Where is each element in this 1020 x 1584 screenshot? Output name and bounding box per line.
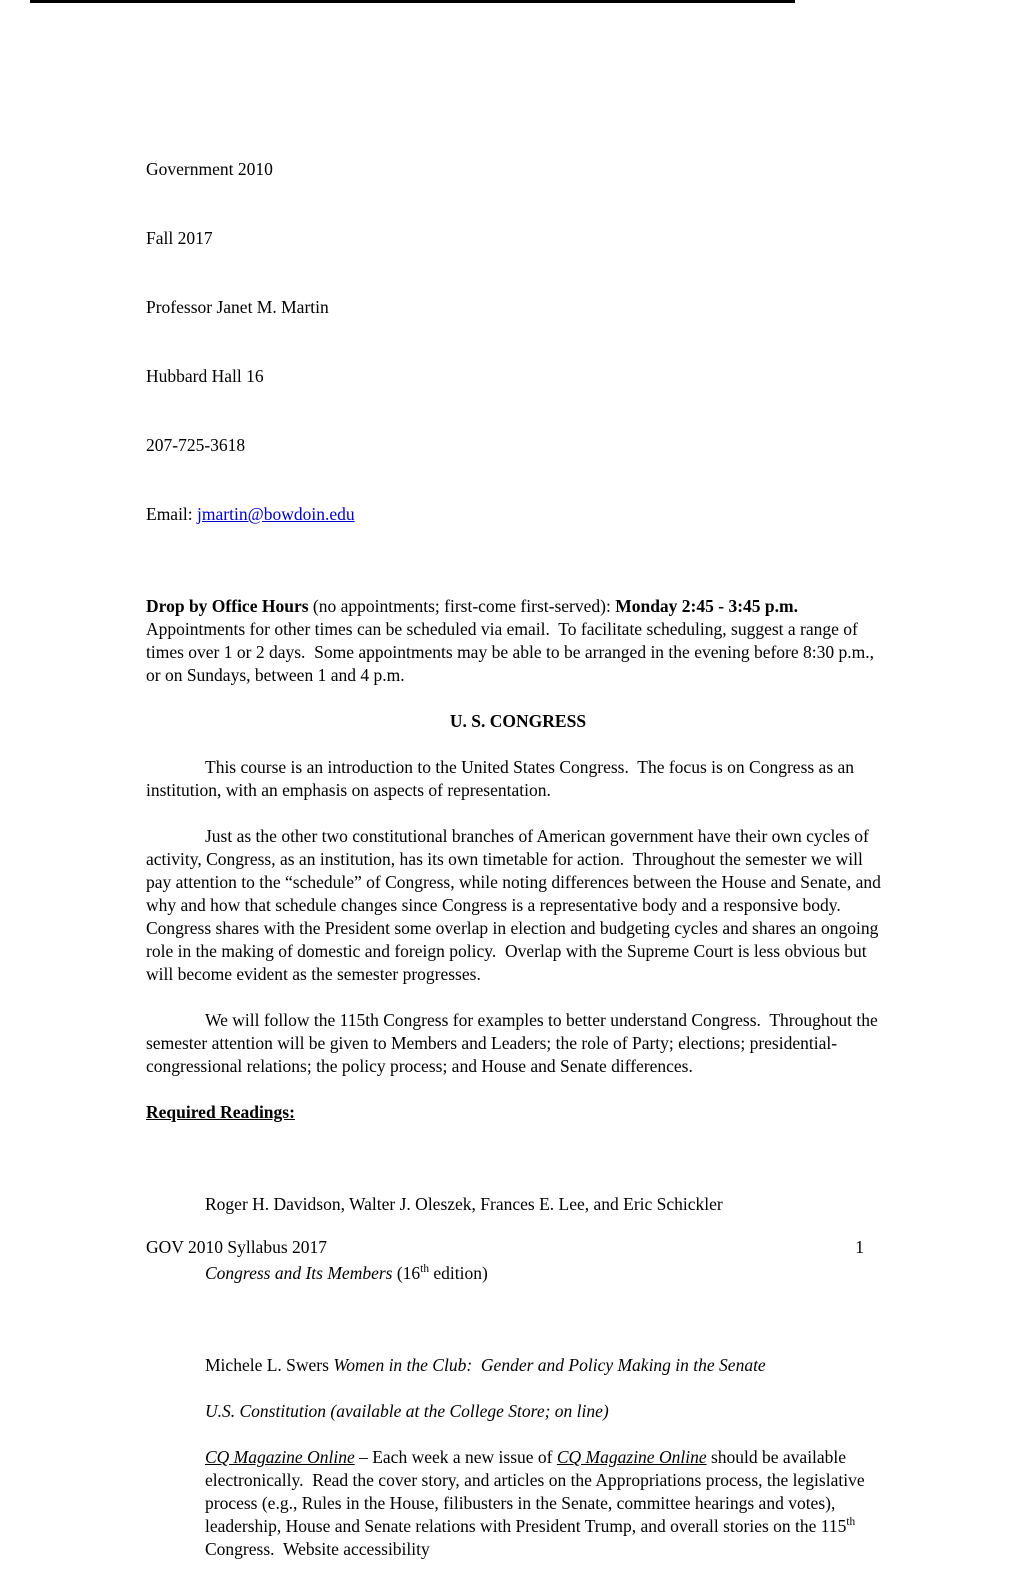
cq-magazine-text-3: Congress. Website accessibility [205, 1516, 860, 1559]
reading-swers-author: Michele L. Swers [205, 1355, 334, 1375]
office-hours-paragraph [146, 595, 890, 687]
cq-magazine-sup: th [846, 1516, 856, 1529]
required-readings-heading: Required Readings: [146, 1102, 295, 1122]
page-footer [146, 1236, 864, 1259]
course-title: Government 2010 [146, 159, 273, 179]
cq-magazine-text-1: – Each week a new issue of [354, 1447, 557, 1467]
cq-magazine-title: CQ Magazine Online [205, 1447, 355, 1467]
reading-constitution-title: U.S. Constitution (available at the College Store; on line) [205, 1401, 609, 1421]
congress-115th-paragraph: We will follow the 115th Congress for examples to better understand Congress. Throughout the semester attention will be given to Members and Leaders; the role of Party; elections; presidential-congressional relations; the policy process; and House and Senate differences. [146, 1010, 883, 1076]
reading-davidson-edition-pre: (16 [392, 1263, 421, 1283]
reading-swers-title: Women in the Club: Gender and Policy Making in the Senate [333, 1355, 766, 1375]
email-link[interactable]: jmartin@bowdoin.edu [197, 504, 355, 524]
reading-davidson-title-line [205, 1262, 890, 1285]
reading-davidson-edition-post: edition) [429, 1263, 488, 1283]
reading-davidson-title: Congress and Its Members [205, 1263, 393, 1283]
reading-constitution [205, 1400, 890, 1423]
office-hours-policy-text: (no appointments; first-come first-served): [308, 596, 616, 616]
reading-davidson-edition-sup: th [420, 1263, 430, 1276]
office-hours-time: Monday 2:45 - 3:45 p.m. [615, 596, 798, 616]
cq-magazine-title-2: CQ Magazine Online [556, 1447, 707, 1467]
syllabus-page [146, 112, 890, 1584]
reading-cq-magazine [205, 1446, 890, 1561]
reading-davidson-authors: Roger H. Davidson, Walter J. Oleszek, Frances E. Lee, and Eric Schickler [205, 1194, 723, 1214]
office-hours-label: Drop by Office Hours [146, 596, 309, 616]
reading-swers [205, 1354, 890, 1377]
course-header [146, 112, 890, 572]
email-line [146, 503, 890, 526]
email-label: Email: [146, 504, 198, 524]
congress-cycles-paragraph: Just as the other two constitutional branches of American government have their own cycles of activity, Congress, as an institution, has its own timetable for action. Throughout the semester we will pay attention to the “schedule” of Congress, while noting differences between the House and Senate, and why and how that schedule changes since Congress is a representative body and a responsive body. Congress shares with the President some overlap in election and budgeting cycles and shares an ongoing role in the making of domestic and foreign policy. Overlap with the Supreme Court is less obvious but will become evident as the semester progresses. [146, 826, 886, 984]
page-edge-line [30, 0, 795, 3]
intro-paragraph: This course is an introduction to the United States Congress. The focus is on Congress as an institution, with an emphasis on aspects of representation. [146, 757, 859, 800]
professor-name: Professor Janet M. Martin [146, 297, 329, 317]
phone-number: 207-725-3618 [146, 435, 246, 455]
office-hours-details: Appointments for other times can be scheduled via email. To facilitate scheduling, suggest a range of times over 1 or 2 days. Some appointments may be able to be arranged in the evening before 8:30 p.m., or on Sundays, between 1 and 4 p.m. [146, 596, 879, 685]
page-heading: U. S. CONGRESS [449, 711, 587, 731]
cq-magazine-text-2: should be available electronically. Read the cover story, and articles on the Appropriations process, the legislative process (e.g., Rules in the House, filibusters in the Senate, committee hearings and votes), leadership, House and Senate relations with President Trump, and overall stories on the 115 [205, 1447, 869, 1536]
page-number: 1 [855, 1237, 864, 1257]
office-location: Hubbard Hall 16 [146, 366, 264, 386]
footer-document-label: GOV 2010 Syllabus 2017 [146, 1237, 328, 1257]
term: Fall 2017 [146, 228, 213, 248]
